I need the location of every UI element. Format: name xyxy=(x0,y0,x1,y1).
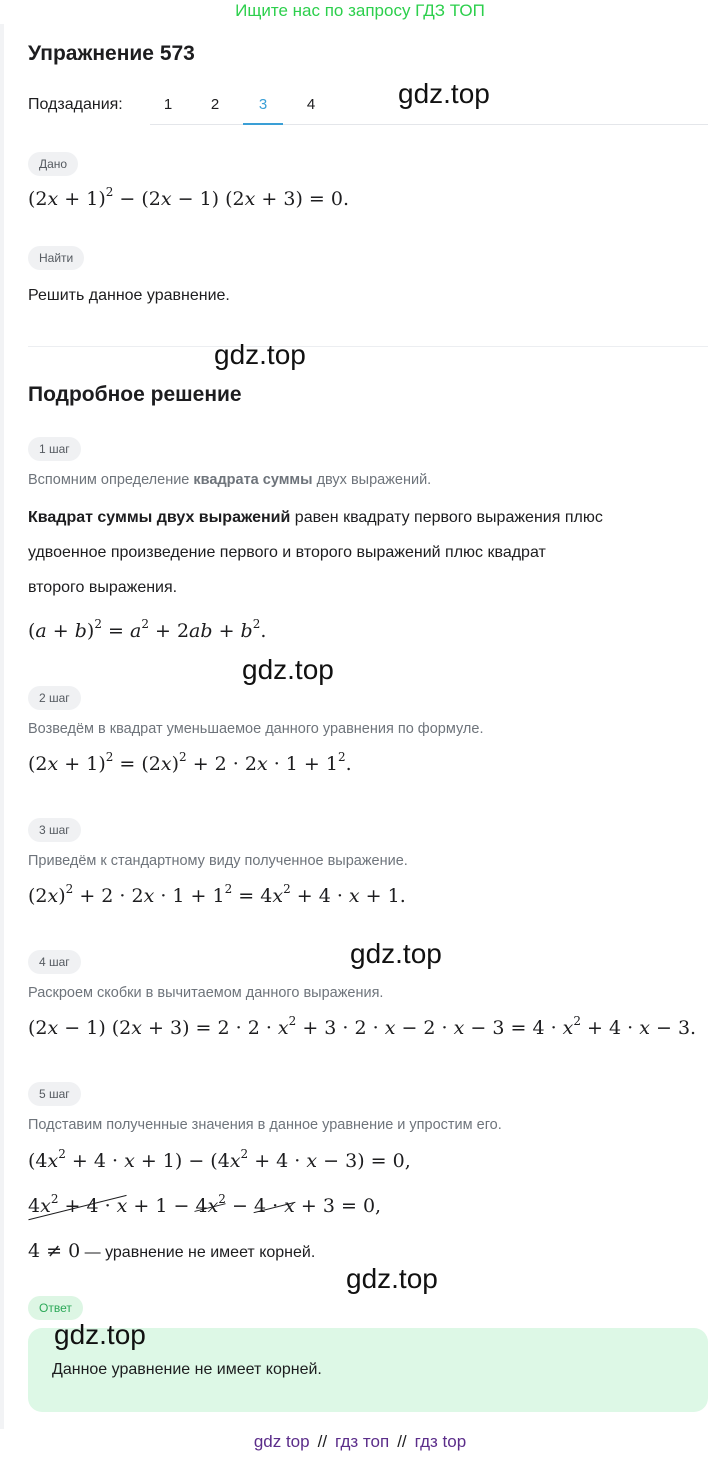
step-hint: Подставим полученные значения в данное уравнение и упростим его. xyxy=(28,1117,502,1133)
watermark: gdz.top xyxy=(242,654,334,685)
footer-separator: // xyxy=(317,1432,328,1451)
exercise-title: Упражнение 573 xyxy=(28,42,195,65)
step-equation: $(4x^2 + 4 \cdot x + 1) - (4x^2 + 4 \cdot x - 3) = 0$, xyxy=(28,1147,411,1172)
formula-square-of-sum: $(a + b)^2 = a^2 + 2ab + b^2$. xyxy=(28,617,267,642)
find-badge: Найти xyxy=(28,246,84,270)
subtask-tab-3[interactable]: 3 xyxy=(258,96,268,113)
step-conclusion: 4 ≠ 0 — уравнение не имеет корней. xyxy=(28,1240,316,1262)
given-equation: $(2x + 1)^2 - (2x - 1)$ (2x + 3) = 0. xyxy=(28,185,349,210)
watermark: gdz.top xyxy=(54,1319,146,1350)
step-hint: Раскроем скобки в вычитаемом данного выражения. xyxy=(28,985,384,1001)
subtask-tab-2[interactable]: 2 xyxy=(210,96,220,113)
step-hint: Возведём в квадрат уменьшаемое данного уравнения по формуле. xyxy=(28,721,484,737)
tabs-divider xyxy=(150,124,708,125)
subtasks-label: Подзадания: xyxy=(28,96,123,113)
section-divider xyxy=(28,346,708,347)
step-badge: 1 шаг xyxy=(28,437,81,461)
footer-links xyxy=(0,1432,720,1452)
step-hint: Приведём к стандартному виду полученное выражение. xyxy=(28,853,408,869)
solution-heading: Подробное решение xyxy=(28,383,242,406)
step-badge: 4 шаг xyxy=(28,950,81,974)
answer-badge: Ответ xyxy=(28,1296,83,1320)
watermark: gdz.top xyxy=(346,1263,438,1294)
watermark: gdz.top xyxy=(398,78,490,109)
definition-line: удвоенное произведение первого и второго выражений плюс квадрат xyxy=(28,544,546,561)
step-equation-cancelled: $4x^2 + 4 \cdot x + 1 - 4x^2 - 4 \cdot x + 3 = 0$, xyxy=(28,1192,382,1217)
step-badge: 2 шаг xyxy=(28,686,81,710)
definition-line: Квадрат суммы двух выражений равен квадрату первого выражения плюс xyxy=(28,509,603,526)
footer-link[interactable]: гдз топ xyxy=(335,1432,390,1451)
step-equation: $(2x + 1)^2 = (2x)^2 + 2 \cdot 2x \cdot 1 + 1^2$. xyxy=(28,750,352,775)
footer-link[interactable]: гдз top xyxy=(414,1432,467,1451)
subtask-tab-1[interactable]: 1 xyxy=(163,96,173,113)
watermark: gdz.top xyxy=(214,339,306,370)
step-equation: $(2x)^2 + 2 \cdot 2x \cdot 1 + 1^2 = 4x^2 + 4 \cdot x + 1$. xyxy=(28,882,406,907)
watermark: gdz.top xyxy=(350,938,442,969)
answer-text: Данное уравнение не имеет корней. xyxy=(52,1361,322,1378)
step-hint: Вспомним определение квадрата суммы двух выражений. xyxy=(28,472,432,488)
step-equation: (2x − 1) $(2x + 3) = 2 \cdot 2 \cdot x^2 + 3 \cdot 2 \cdot x - 2 \cdot x - 3 = 4 \cdot x^2 + 4 \cdot x - 3$. xyxy=(28,1014,697,1039)
footer-link[interactable]: gdz top xyxy=(253,1432,310,1451)
find-text: Решить данное уравнение. xyxy=(28,287,230,304)
active-tab-indicator xyxy=(243,123,283,125)
subtask-tab-4[interactable]: 4 xyxy=(306,96,316,113)
search-banner: Ищите нас по запросу ГДЗ ТОП xyxy=(235,1,485,20)
step-badge: 5 шаг xyxy=(28,1082,81,1106)
definition-line: второго выражения. xyxy=(28,579,178,596)
step-badge: 3 шаг xyxy=(28,818,81,842)
given-badge: Дано xyxy=(28,152,78,176)
footer-separator: // xyxy=(397,1432,407,1451)
